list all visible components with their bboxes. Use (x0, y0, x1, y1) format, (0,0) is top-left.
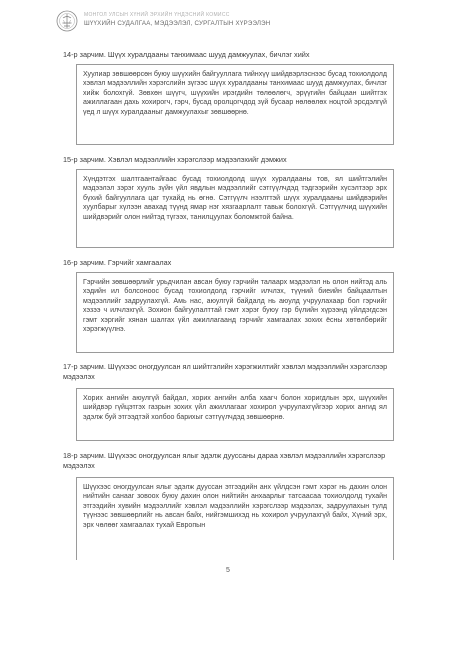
page-number: 5 (226, 567, 230, 574)
institute-emblem-icon (56, 10, 78, 32)
principle-15-heading: 15-р зарчим. Хэвлэл мэдээллийн хэрэгслээр мэдээлэхийг дэмжих (63, 155, 287, 164)
organization-name: ШҮҮХИЙН СУДАЛГАА, МЭДЭЭЛЭЛ, СУРГАЛТЫН ХҮРЭЭЛЭН (84, 20, 271, 27)
principle-15-text: Хүндэтгэх шалтгаантайгаас бусад тохиолдолд шүүх хуралдааны тов, ял шийтгэлийн мэдээлэл зэрэг хууль зүйн үйл явдлын мэдээллийг сэтгүүлчдэд тэдгээрийн хүсэлтээр эрх бүхий байгууллага цаг тухайд нь өгнө. Сэтгүүлч нээлттэй шүүх хуралдааны шийдвэрийн хуулбарыг хүлээн авахад түүнд ямар нэг хязгаарлалт тавьж болохгүй. Сэтгүүлчид шүүхийн шийдвэрийг олон нийтэд түгээх, танилцуулах боломжтой байна. (83, 176, 387, 221)
organization-name-small: МОНГОЛ УЛСЫН ХҮНИЙ ЭРХИЙН ҮНДЭСНИЙ КОМИСС (84, 12, 230, 18)
principle-16-heading: 16-р зарчим. Гэрчийг хамгаалах (63, 258, 172, 267)
principle-17-heading: 17-р зарчим. Шүүхээс оногдуулсан ял шийтгэлийн хэрэгжилтийг хэвлэл мэдээллийн хэрэгслээр мэдээлэх (63, 362, 388, 381)
principle-15-box (76, 169, 394, 248)
principle-17-text: Хорих ангийн аюулгүй байдал, хорих ангийн алба хаагч болон хоригдлын эрх, шүүхийн шийдвэр гүйцэтгэх газрын зохих үйл ажиллагааг хохирол учруулахгүйгээр хорих ангид ял эдэлж буй этгээдтэй холбоо барихыг сэтгүүлчдэд зөвшөөрнө. (83, 395, 387, 421)
principle-16-text: Гэрчийн зөвшөөрлийг урьдчилан авсан буюу гэрчийн талаарх мэдээлэл нь олон нийтэд аль хэдийн ил болсоноос бусад тохиолдолд гэрчийг илчлэх, түүний биеийн байцаалтын мэдээллийг задруулахгүй. Амь нас, аюулгүй байдалд нь аюулд учруулахаар бол гэрчийг хэзээ ч илчлэхгүй. Зохион байгуулалттай гэмт хэрэг буюу гэр бүлийн хүрээнд үйлдэгдсэн гэмт хэргийг хянан шалгах үйл ажиллагаанд гэрчийг хамгаалах зохих ёсны хөтөлбөрийг хэрэгжүүлнэ. (83, 279, 387, 334)
principle-18-box (76, 477, 394, 560)
principle-16-box (76, 272, 394, 353)
principle-14-heading: 14-р зарчим. Шүүх хуралдааны танхимаас шууд дамжуулах, бичлэг хийх (63, 50, 310, 59)
principle-17-box (76, 388, 394, 441)
page-header (52, 10, 432, 40)
principle-14-box (76, 64, 394, 145)
principle-14-text: Хуулиар зөвшөөрсөн буюу шүүхийн байгууллага тийнхүү шийдвэрлэснээс бусад тохиолдолд хэвлэл мэдээллийн хэрэгслийн зүгээс шүүх хуралдааны танхимаас шууд дамжуулах, бичлэг хийж болохгүй. Зөвхөн шүүгч, шүүхийн ирэгдийн төлөөлөгч, эрүүгийн байцаан шийтгэх ажиллагаан дахь хохирогч, гэрч, бусад оролцогчдод зүй бусаар нөлөөлөх ноцтой эрсдэлгүй үед л шүүх хуралдааныг дамжуулахыг зөвшөөрнө. (83, 71, 387, 116)
principle-18-heading: 18-р зарчим. Шүүхээс оногдуулсан ялыг эдэлж дууссаны дараа хэвлэл мэдээллийн хэрэгслээр мэдээлэх (63, 451, 386, 470)
principle-18-text: Шүүхээс оногдуулсан ялыг эдэлж дууссан этгээдийн анх үйлдсэн гэмт хэрэг нь дахин олон нийтийн санааг зовоох буюу дахин олон нийтийн анхаарлыг татсаасаа тохиолдолд тухайн этгээдийн хувийн мэдээллийг хэвлэл мэдээллийн хэрэгслээр мэдээлэх, задруулахын тулд түүнээс зөвшөөрлийг нь авсан байх, нийгэмшихэд нь хохирол учруулахгүй байх, Хүний эрх, эрх чөлөөг хамгаалах тухай Европын (83, 484, 387, 529)
